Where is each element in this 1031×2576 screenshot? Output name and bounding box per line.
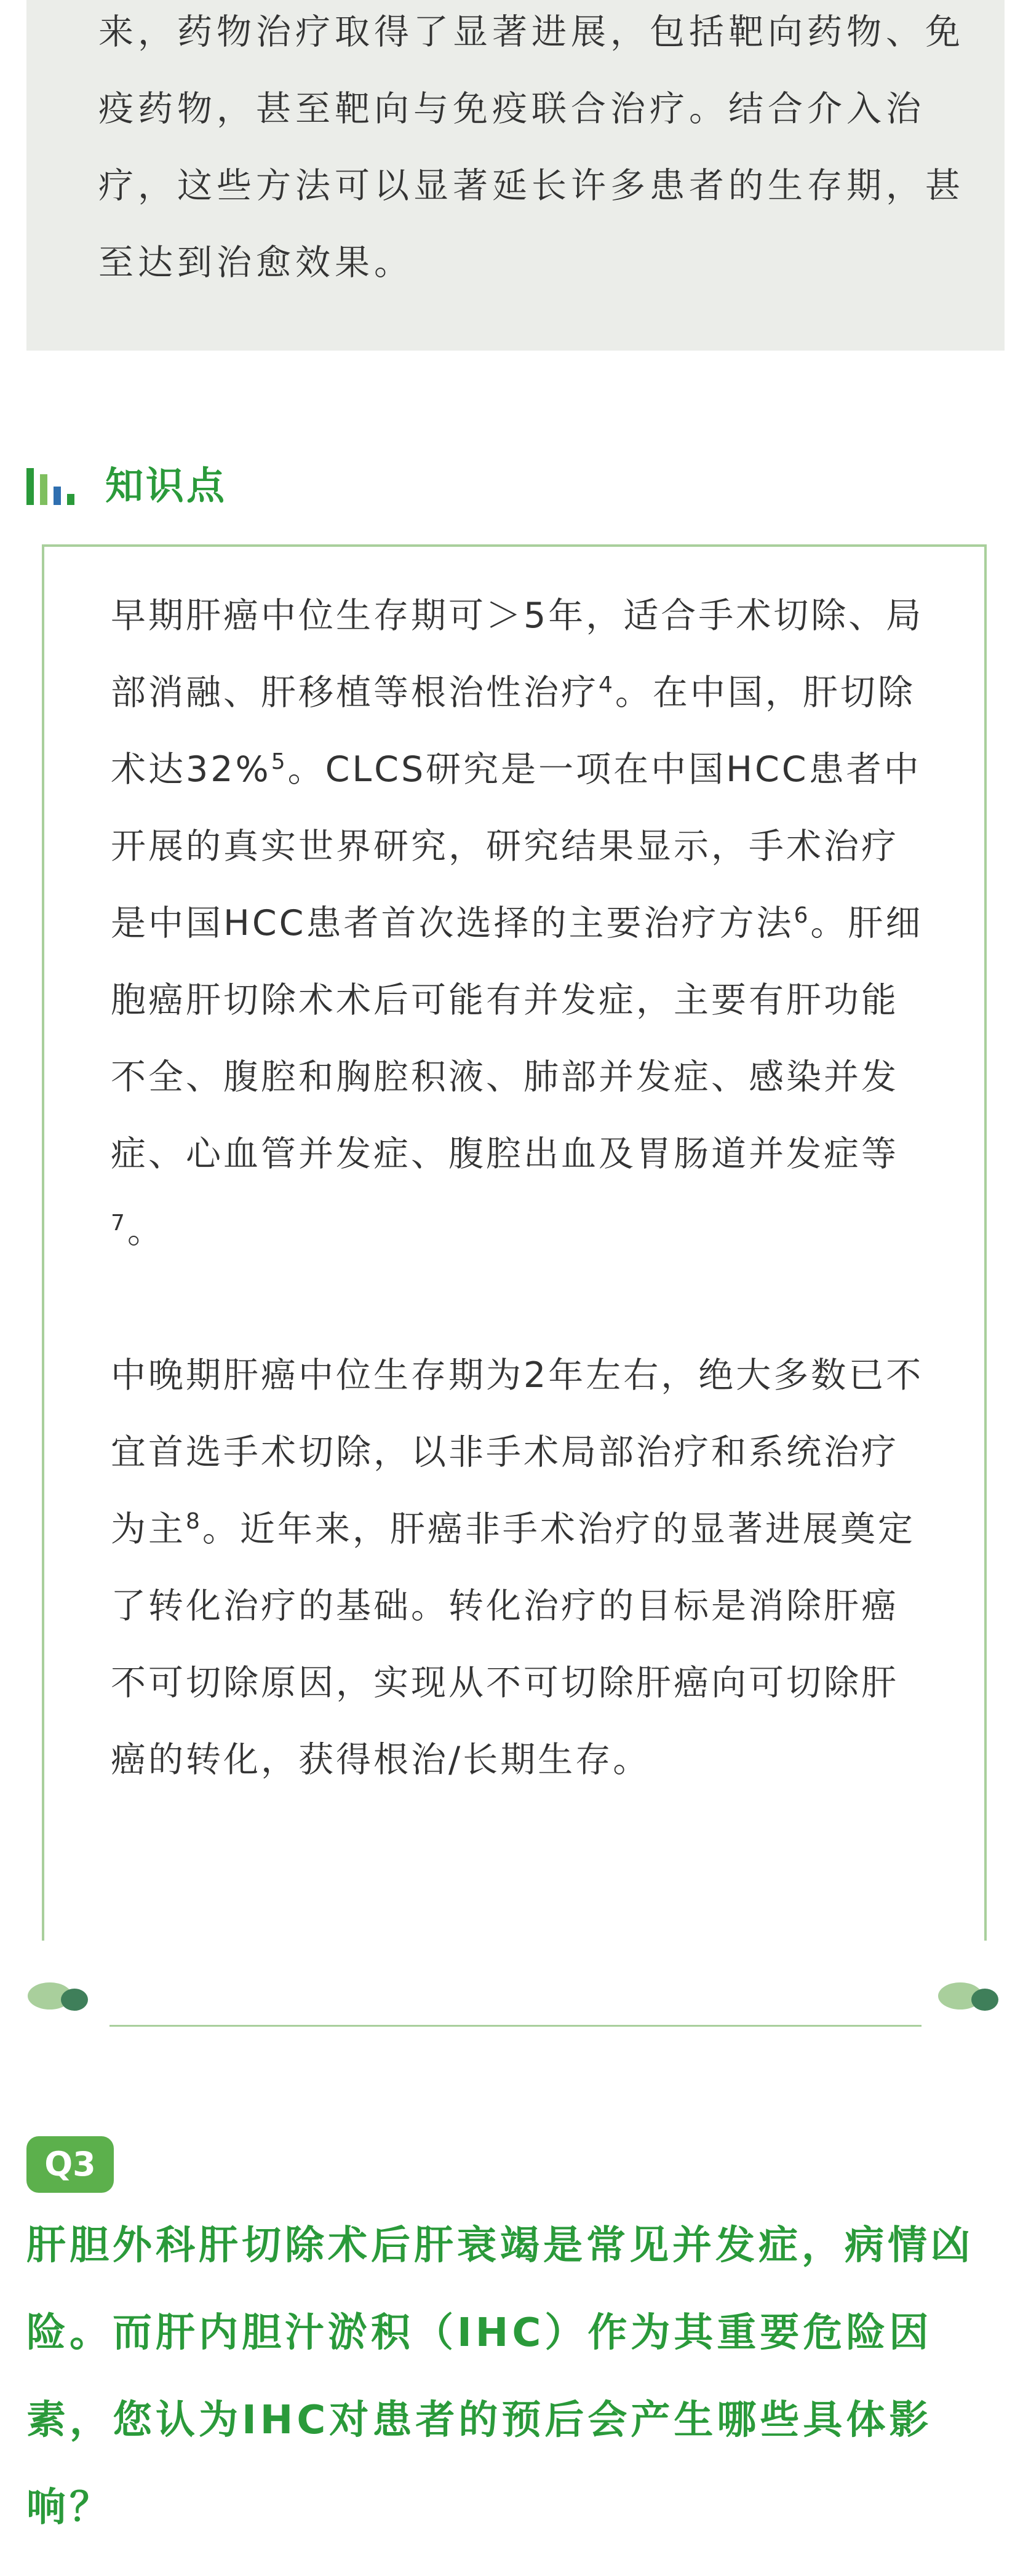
- question-badge: Q3: [26, 2136, 114, 2193]
- paragraph-text: 中晚期肝癌中位生存期为2年左右，绝大多数已不宜首选手术切除，以非手术局部治疗和系统治疗为主: [111, 1355, 924, 1549]
- leaf-decoration-icon: [26, 1978, 94, 2014]
- divider: [109, 2025, 922, 2027]
- intro-text: 来，药物治疗取得了显著进展，包括靶向药物、免疫药物，甚至靶向与免疫联合治疗。结合介入治疗，这些方法可以显著延长许多患者的生存期，甚至达到治愈效果。: [98, 12, 965, 283]
- question-text: 肝胆外科肝切除术后肝衰竭是常见并发症，病情凶险。而肝内胆汁淤积（IHC）作为其重要危险因素，您认为IHC对患者的预后会产生哪些具体影响？: [26, 2223, 974, 2530]
- bar-chart-icon: [26, 468, 82, 505]
- paragraph-text: 。: [127, 1210, 165, 1251]
- citation-number: 4: [599, 672, 615, 698]
- paragraph-text: 。肝细胞癌肝切除术术后可能有并发症，主要有肝功能不全、腹腔和胸腔积液、肺部并发症、感染并发症、心血管并发症、腹腔出血及胃肠道并发症等: [111, 903, 923, 1174]
- paragraph-text: 早期肝癌中位生存期可＞5年，适合手术切除、局部消融、肝移植等根治性治疗: [111, 595, 924, 713]
- leaf-decoration-icon: [937, 1978, 1005, 2014]
- knowledge-header: [26, 458, 396, 514]
- citation-number: 7: [111, 1210, 127, 1236]
- citation-number: 8: [186, 1509, 202, 1534]
- citation-number: 5: [271, 749, 288, 774]
- citation-number: 6: [794, 903, 811, 928]
- intro-box: [26, 0, 1005, 351]
- knowledge-title: 知识点: [105, 463, 228, 508]
- knowledge-box: [42, 544, 987, 1941]
- knowledge-paragraph-2: [111, 1337, 929, 1799]
- knowledge-paragraph-1: [111, 578, 929, 1270]
- paragraph-text: 。近年来，肝癌非手术治疗的显著进展奠定了转化治疗的基础。转化治疗的目标是消除肝癌不可切除原因，实现从不可切除肝癌向可切除肝癌的转化，获得根治/长期生存。: [111, 1509, 915, 1780]
- paragraph-text: 。在中国，肝切除术达32%: [111, 672, 915, 790]
- paragraph-text: 。CLCS研究是一项在中国HCC患者中开展的真实世界研究，研究结果显示，手术治疗是中国HCC患者首次选择的主要治疗方法: [111, 749, 922, 944]
